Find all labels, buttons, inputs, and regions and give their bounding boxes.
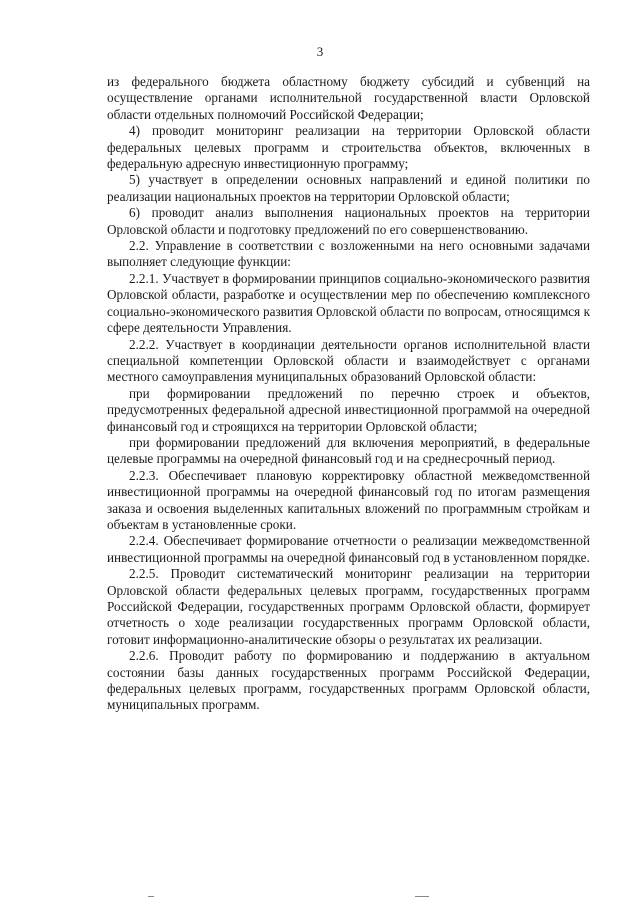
paragraph-2-2-1: 2.2.1. Участвует в формировании принципов социально-экономического развития Орловской области, разработке и осуществлении мер по обеспечению комплексного социально-экономического развития Орловской области по вопросам, относящимся к сфере деятельности Управления. xyxy=(107,270,590,336)
paragraph-2-2-4: 2.2.4. Обеспечивает формирование отчетности о реализации межведомственной инвестиционной программы на очередной финансовый год в установленном порядке. xyxy=(107,533,590,565)
paragraph-item-4: 4) проводит мониторинг реализации на территории Орловской области федеральных целевых программ и строительства объектов, включенных в федеральную адресную инвестиционную программу; xyxy=(107,123,590,172)
paragraph-continuation: из федерального бюджета областному бюджету субсидий и субвенций на осуществление органами исполнительной государственной власти Орловской области отдельных полномочий Российской Федерации; xyxy=(107,74,590,122)
paragraph-2-2-3: 2.2.3. Обеспечивает плановую корректировку областной межведомственной инвестиционной программы на очередной финансовый год по итогам размещения заказа и освоения выделенных капитальных вложений по программным стройкам и объектам в установленные сроки. xyxy=(107,467,590,532)
document-body xyxy=(107,74,590,714)
paragraph-2-2-2-sub-1: при формировании предложений по перечню строек и объектов, предусмотренных федеральной адресной инвестиционной программой на очередной финансовый год и строящихся на территории Орловской области; xyxy=(107,385,590,434)
scan-artifact-mark xyxy=(415,896,429,897)
paragraph-item-6: 6) проводит анализ выполнения национальных проектов на территории Орловской области и подготовку предложений по его совершенствованию. xyxy=(107,205,590,237)
scan-artifact-mark xyxy=(148,896,154,897)
page-number: 3 xyxy=(316,44,324,59)
paragraph-2-2-6: 2.2.6. Проводит работу по формированию и поддержанию в актуальном состоянии базы данных государственных программ Российской Федерации, федеральных целевых программ, государственных программ Орловской области, муниципальных программ. xyxy=(107,648,590,713)
paragraph-2-2-2: 2.2.2. Участвует в координации деятельности органов исполнительной власти специальной компетенции Орловской области и взаимодействует с органами местного самоуправления муниципальных образований Орловской области: xyxy=(107,336,590,385)
paragraph-item-5: 5) участвует в определении основных направлений и единой политики по реализации национальных проектов на территории Орловской области; xyxy=(107,172,590,204)
paragraph-2-2: 2.2. Управление в соответствии с возложенными на него основными задачами выполняет следующие функции: xyxy=(107,238,590,270)
paragraph-2-2-5: 2.2.5. Проводит систематический мониторинг реализации на территории Орловской области федеральных целевых программ, государственных программ Российской Федерации, государственных программ Орловской области, формирует отчетность о ходе реализации государственных программ Орловской области, готовит информационно-аналитические обзоры о результатах их реализации. xyxy=(107,566,590,647)
paragraph-2-2-2-sub-2: при формировании предложений для включения мероприятий, в федеральные целевые программы на очередной финансовый год и на среднесрочный период. xyxy=(107,434,590,467)
